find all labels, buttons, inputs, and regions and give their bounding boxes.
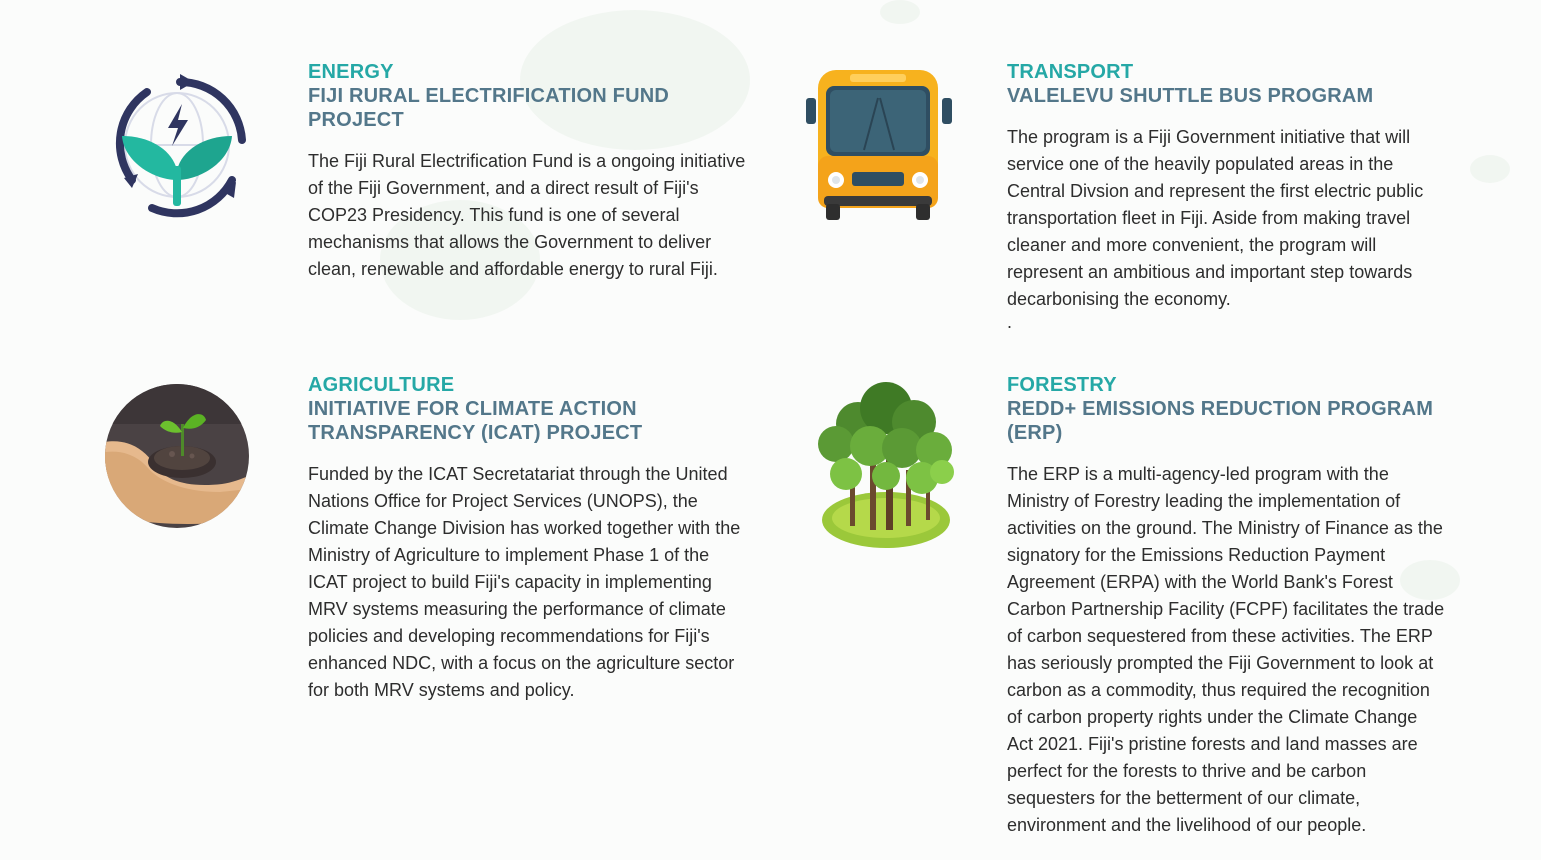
transport-description: The program is a Fiji Government initiative that will service one of the heavily populated areas in the Central Divsion and represent the first electric public transportation fleet in Fiji. Aside from making travel cleaner and more convenient, the program will represent an ambitious and important step towards decarbonising the economy. <box>1007 127 1424 309</box>
background-map-shape <box>1470 155 1510 183</box>
background-map-shape <box>880 0 920 24</box>
energy-description: The Fiji Rural Electrification Fund is a ongoing initiative of the Fiji Government, and a direct result of Fiji's COP23 Presidency. This fund is one of several mechanisms that allows the Government to deliver clean, renewable and affordable energy to rural Fiji. <box>308 151 746 279</box>
agriculture-title: INITIATIVE FOR CLIMATE ACTION TRANSPARENCY (ICAT) PROJECT <box>308 398 643 444</box>
renewable-energy-icon <box>102 70 252 220</box>
trees-icon <box>806 380 956 530</box>
transport-trailing-dot: . <box>1007 312 1013 332</box>
agriculture-category: AGRICULTURE <box>308 374 455 396</box>
transport-title: VALELEVU SHUTTLE BUS PROGRAM <box>1007 85 1374 107</box>
forestry-category: FORESTRY <box>1007 374 1117 396</box>
forestry-description: The ERP is a multi-agency-led program with the Ministry of Forestry leading the implementation of activities on the ground. The Ministry of Finance as the signatory for the Emissions Reduction Payment Agreement (ERPA) with the World Bank's Forest Carbon Partnership Facility (FCPF) facilitates the trade of carbon sequestered from these activities. The ERP has seriously prompted the Fiji Government to look at carbon as a commodity, thus required the recognition of carbon property rights under the Climate Change Act 2021. Fiji's pristine forests and land masses are perfect for the forests to thrive and be carbon sequesters for the betterment of our climate, environment and the livelihood of our people. <box>1007 464 1445 835</box>
energy-title: FIJI RURAL ELECTRIFICATION FUND PROJECT <box>308 85 670 131</box>
agriculture-description: Funded by the ICAT Secretatariat through the United Nations Office for Project Services (UNOPS), the Climate Change Division has worked together with the Ministry of Agriculture to implement Phase 1 of the ICAT project to build Fiji's capacity in implementing MRV systems measuring the performance of climate policies and developing recommendations for Fiji's enhanced NDC, with a focus on the agriculture sector for both MRV systems and policy. <box>308 464 741 700</box>
hands-soil-icon <box>102 384 252 534</box>
energy-category: ENERGY <box>308 61 394 83</box>
forestry-title: REDD+ EMISSIONS REDUCTION PROGRAM (ERP) <box>1007 398 1434 444</box>
bus-icon <box>804 68 954 218</box>
transport-category: TRANSPORT <box>1007 61 1134 83</box>
